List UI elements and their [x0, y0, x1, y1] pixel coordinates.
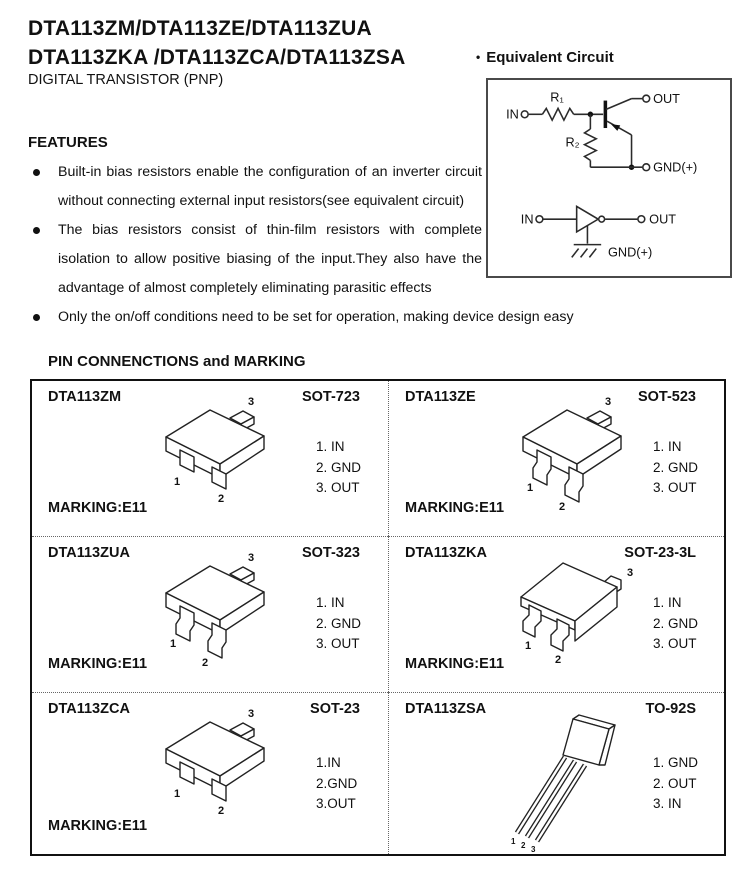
pin-list: [316, 593, 361, 655]
package-drawing-sot-523: [501, 393, 651, 516]
pin-list: [653, 593, 698, 655]
package-drawing-to-92s: [481, 707, 631, 857]
equivalent-circuit-title: Equivalent Circuit: [486, 49, 614, 66]
inverter-out-label: OUT: [649, 211, 677, 227]
bullet-icon: •: [476, 50, 481, 64]
marking-label: MARKING:E11: [48, 656, 148, 672]
pin-list: [653, 753, 698, 815]
pin-line: 3. OUT: [653, 480, 697, 495]
pin-line: 1.IN: [316, 755, 341, 770]
svg-text:3: 3: [248, 396, 255, 408]
svg-text:1: 1: [525, 640, 532, 652]
bullet-icon: [33, 314, 40, 321]
feature-text: Only the on/off conditions need to be set for operation, making device design easy: [58, 309, 574, 325]
table-cell-dta113zua: [32, 536, 388, 692]
svg-text:3: 3: [248, 708, 255, 720]
r1-label: R₁: [550, 89, 564, 105]
pin-line: 3. OUT: [316, 636, 360, 651]
inverter-in-label: IN: [520, 211, 534, 227]
features-heading: FEATURES: [28, 134, 108, 151]
pin-line: 2. GND: [653, 459, 699, 475]
part-number: DTA113ZKA: [405, 545, 487, 561]
circuit-out-label: OUT: [653, 91, 680, 107]
marking-label: MARKING:E11: [405, 500, 505, 516]
part-number: DTA113ZE: [405, 389, 476, 405]
page-title: [28, 14, 405, 72]
package-drawing-sot-723: [144, 393, 294, 516]
out-terminal: [643, 95, 650, 102]
features-list: [28, 158, 678, 332]
feature-item: [28, 303, 678, 332]
package-name: SOT-23-3L: [624, 545, 696, 561]
svg-text:3: 3: [531, 845, 536, 852]
table-cell-dta113ze: [388, 381, 724, 536]
pin-line: 1. IN: [653, 439, 682, 454]
svg-text:3: 3: [605, 396, 612, 408]
table-cell-dta113zca: [32, 692, 388, 854]
pin-list: [316, 437, 361, 499]
inverter-gnd-label: GND(+): [608, 244, 653, 260]
resistor-r1: [542, 108, 573, 120]
title-line-2: DTA113ZKA /DTA113ZCA/DTA113ZSA: [28, 46, 406, 69]
package-name: SOT-523: [637, 389, 696, 405]
part-number: DTA113ZUA: [48, 545, 130, 561]
pin-line: 1. IN: [316, 595, 345, 610]
pin-line: 3. OUT: [316, 480, 360, 495]
pin-list: [316, 753, 357, 815]
pin-line: 3.OUT: [316, 796, 356, 811]
equivalent-circuit-heading: [476, 49, 614, 66]
table-cell-dta113zm: [32, 381, 388, 536]
marking-label: MARKING:E11: [48, 818, 148, 834]
pin-line: 2. OUT: [653, 775, 697, 791]
package-name: TO-92S: [645, 701, 696, 717]
pin-line: 2. GND: [316, 459, 362, 475]
svg-text:1: 1: [174, 788, 181, 800]
subtitle: DIGITAL TRANSISTOR (PNP): [28, 72, 224, 88]
table-cell-dta113zsa: [388, 692, 724, 854]
svg-text:2: 2: [555, 654, 562, 666]
part-number: DTA113ZM: [48, 389, 122, 405]
pin-line: 1. GND: [653, 755, 699, 770]
emitter-arrow: [611, 124, 620, 131]
pin-table-heading: PIN CONNENCTIONS and MARKING: [48, 353, 306, 370]
table-cell-dta113zka: [388, 536, 724, 692]
feature-text: Built-in bias resistors enable the configuration of an inverter circuit without connecting external input resistors(see equivalent circuit): [58, 164, 482, 209]
svg-text:1: 1: [527, 482, 534, 494]
r2-label: R₂: [565, 134, 580, 150]
circuit-gnd-label: GND(+): [653, 159, 698, 175]
pin-line: 3. IN: [653, 796, 682, 811]
marking-label: MARKING:E11: [405, 656, 505, 672]
package-name: SOT-23: [310, 701, 360, 717]
svg-text:2: 2: [218, 493, 225, 505]
part-number: DTA113ZSA: [405, 701, 487, 717]
resistor-r2: [585, 129, 597, 160]
bullet-icon: [33, 227, 40, 234]
package-drawing-sot-323: [144, 549, 294, 672]
transistor-base-bar: [604, 101, 608, 128]
feature-text: The bias resistors consist of thin-film resistors with complete isolation to allow positive biasing of the input.They also have the advantage of almost completely eliminating parasitic effects: [58, 222, 482, 296]
pin-line: 2. GND: [316, 615, 362, 631]
in-terminal: [521, 111, 528, 118]
svg-text:1: 1: [511, 837, 516, 846]
pin-line: 1. IN: [316, 439, 345, 454]
pin-line: 2.GND: [316, 775, 358, 791]
package-name: SOT-723: [301, 389, 360, 405]
part-number: DTA113ZCA: [48, 701, 130, 717]
svg-text:3: 3: [627, 567, 634, 579]
bullet-icon: [33, 169, 40, 176]
feature-item: [28, 158, 678, 216]
package-drawing-sot-23: [144, 705, 294, 828]
svg-text:3: 3: [248, 552, 255, 564]
svg-text:2: 2: [202, 657, 209, 667]
package-drawing-sot-23-3l: [501, 549, 651, 684]
feature-item: [28, 216, 678, 303]
svg-text:2: 2: [218, 805, 225, 817]
svg-text:1: 1: [170, 638, 177, 650]
pin-line: 1. IN: [653, 595, 682, 610]
svg-text:2: 2: [521, 841, 526, 850]
pin-list: [653, 437, 698, 499]
marking-label: MARKING:E11: [48, 500, 148, 516]
svg-text:2: 2: [559, 501, 566, 511]
svg-text:1: 1: [174, 476, 181, 488]
pin-connections-table: [30, 379, 726, 856]
circuit-in-label: IN: [506, 106, 519, 122]
title-line-1: DTA113ZM/DTA113ZE/DTA113ZUA: [28, 17, 372, 40]
package-name: SOT-323: [301, 545, 360, 561]
pin-line: 2. GND: [653, 615, 699, 631]
pin-line: 3. OUT: [653, 636, 697, 651]
